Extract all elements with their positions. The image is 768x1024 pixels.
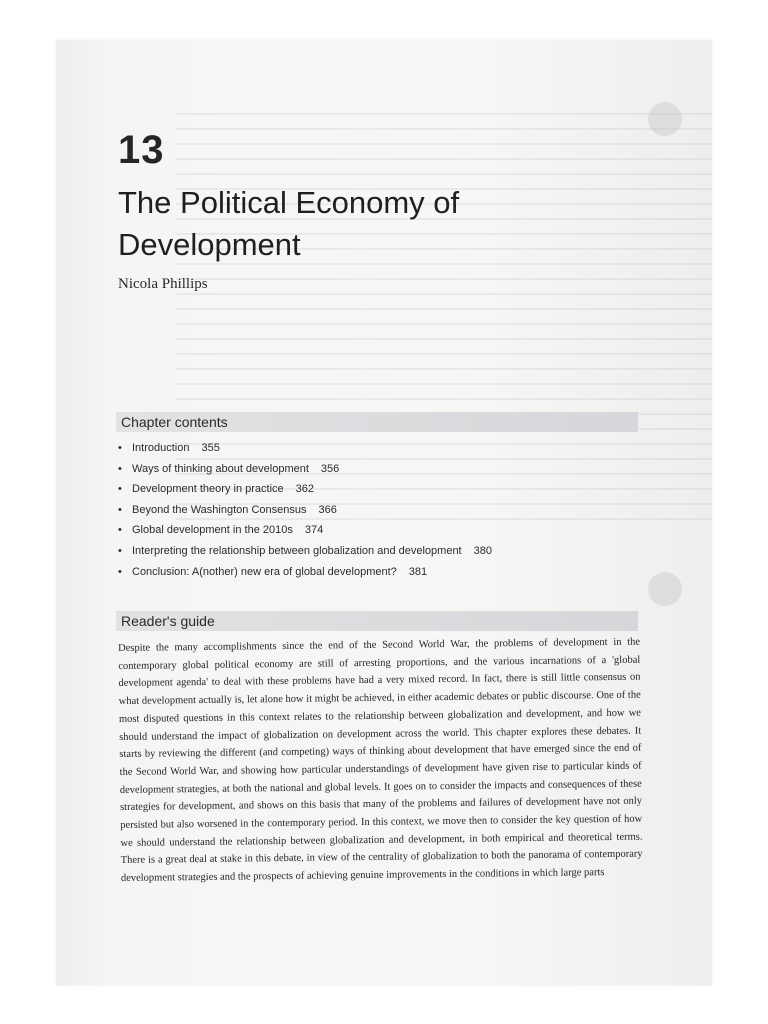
chapter-number: 13 bbox=[118, 128, 165, 172]
chapter-title: The Political Economy of Development bbox=[118, 185, 460, 262]
contents-item-label: Development theory in practice bbox=[132, 483, 284, 496]
contents-item bbox=[118, 520, 492, 541]
contents-item-page: 381 bbox=[408, 565, 428, 578]
author-name: Nicola Phillips bbox=[118, 276, 208, 292]
bullet-icon: • bbox=[118, 565, 122, 578]
readers-guide-header bbox=[116, 611, 638, 631]
contents-item bbox=[118, 541, 492, 562]
bleed-through-mark bbox=[648, 102, 682, 136]
contents-item-page: 355 bbox=[201, 442, 220, 454]
contents-item-label: Interpreting the relationship between globalization and development bbox=[132, 544, 462, 557]
contents-item bbox=[118, 479, 492, 500]
contents-item-label: Conclusion: A(nother) new era of global development? bbox=[132, 565, 397, 578]
contents-item-page: 380 bbox=[473, 544, 492, 557]
contents-item bbox=[118, 500, 492, 521]
readers-guide-body: Despite the many accomplishments since the end of the Second World War, the problems of development in the contemporary global political economy are still of arresting proportions, and the various incarnations of a 'global development agenda' to deal with these problems have had a very mixed record. In fact, there is still little consensus on what development actually is, let alone how it might be achieved, in either academic debates or public discourse. One of the most disputed questions in this context relates to the relationship between globalization and development, and how we should understand the impact of globalization on development across the world. This chapter explores these debates. It starts by reviewing the different (and competing) ways of thinking about development that have emerged since the end of the Second World War, and showing how particular understandings of development have given rise to particular kinds of development strategies, at both the national and global levels. It goes on to consider the impacts and consequences of these strategies for development, and shows on this basis that many of the problems and failures of development have not only persisted but also worsened in the contemporary period. In this context, we move then to consider the key question of how we should understand the relationship between globalization and development, in both empirical and theoretical terms. There is a great deal at stake in this debate, in view of the centrality of globalization to both the panorama of contemporary development strategies and the prospects of achieving genuine improvements in the conditions in which large parts bbox=[118, 636, 643, 885]
chapter-contents-heading: Chapter contents bbox=[121, 414, 228, 430]
bullet-icon: • bbox=[118, 503, 122, 516]
chapter-contents-list bbox=[118, 438, 492, 582]
bullet-icon: • bbox=[118, 524, 122, 537]
contents-item-page: 366 bbox=[318, 503, 337, 516]
bleed-through-mark bbox=[648, 572, 682, 606]
chapter-contents-header bbox=[116, 412, 638, 432]
bullet-icon: • bbox=[118, 462, 122, 475]
book-page bbox=[56, 40, 712, 985]
contents-item-label: Introduction bbox=[132, 442, 190, 454]
contents-item bbox=[118, 438, 492, 459]
contents-item-label: Ways of thinking about development bbox=[132, 462, 309, 475]
bullet-icon: • bbox=[118, 483, 122, 496]
contents-item-label: Beyond the Washington Consensus bbox=[132, 503, 307, 516]
contents-item-page: 374 bbox=[304, 524, 324, 537]
contents-item bbox=[118, 459, 492, 480]
contents-item-page: 356 bbox=[320, 462, 340, 475]
contents-item-page: 362 bbox=[295, 483, 314, 496]
bullet-icon: • bbox=[118, 544, 122, 557]
contents-item-label: Global development in the 2010s bbox=[132, 524, 293, 537]
readers-guide-heading: Reader's guide bbox=[121, 613, 215, 629]
contents-item bbox=[118, 562, 492, 583]
bullet-icon: • bbox=[118, 442, 122, 454]
